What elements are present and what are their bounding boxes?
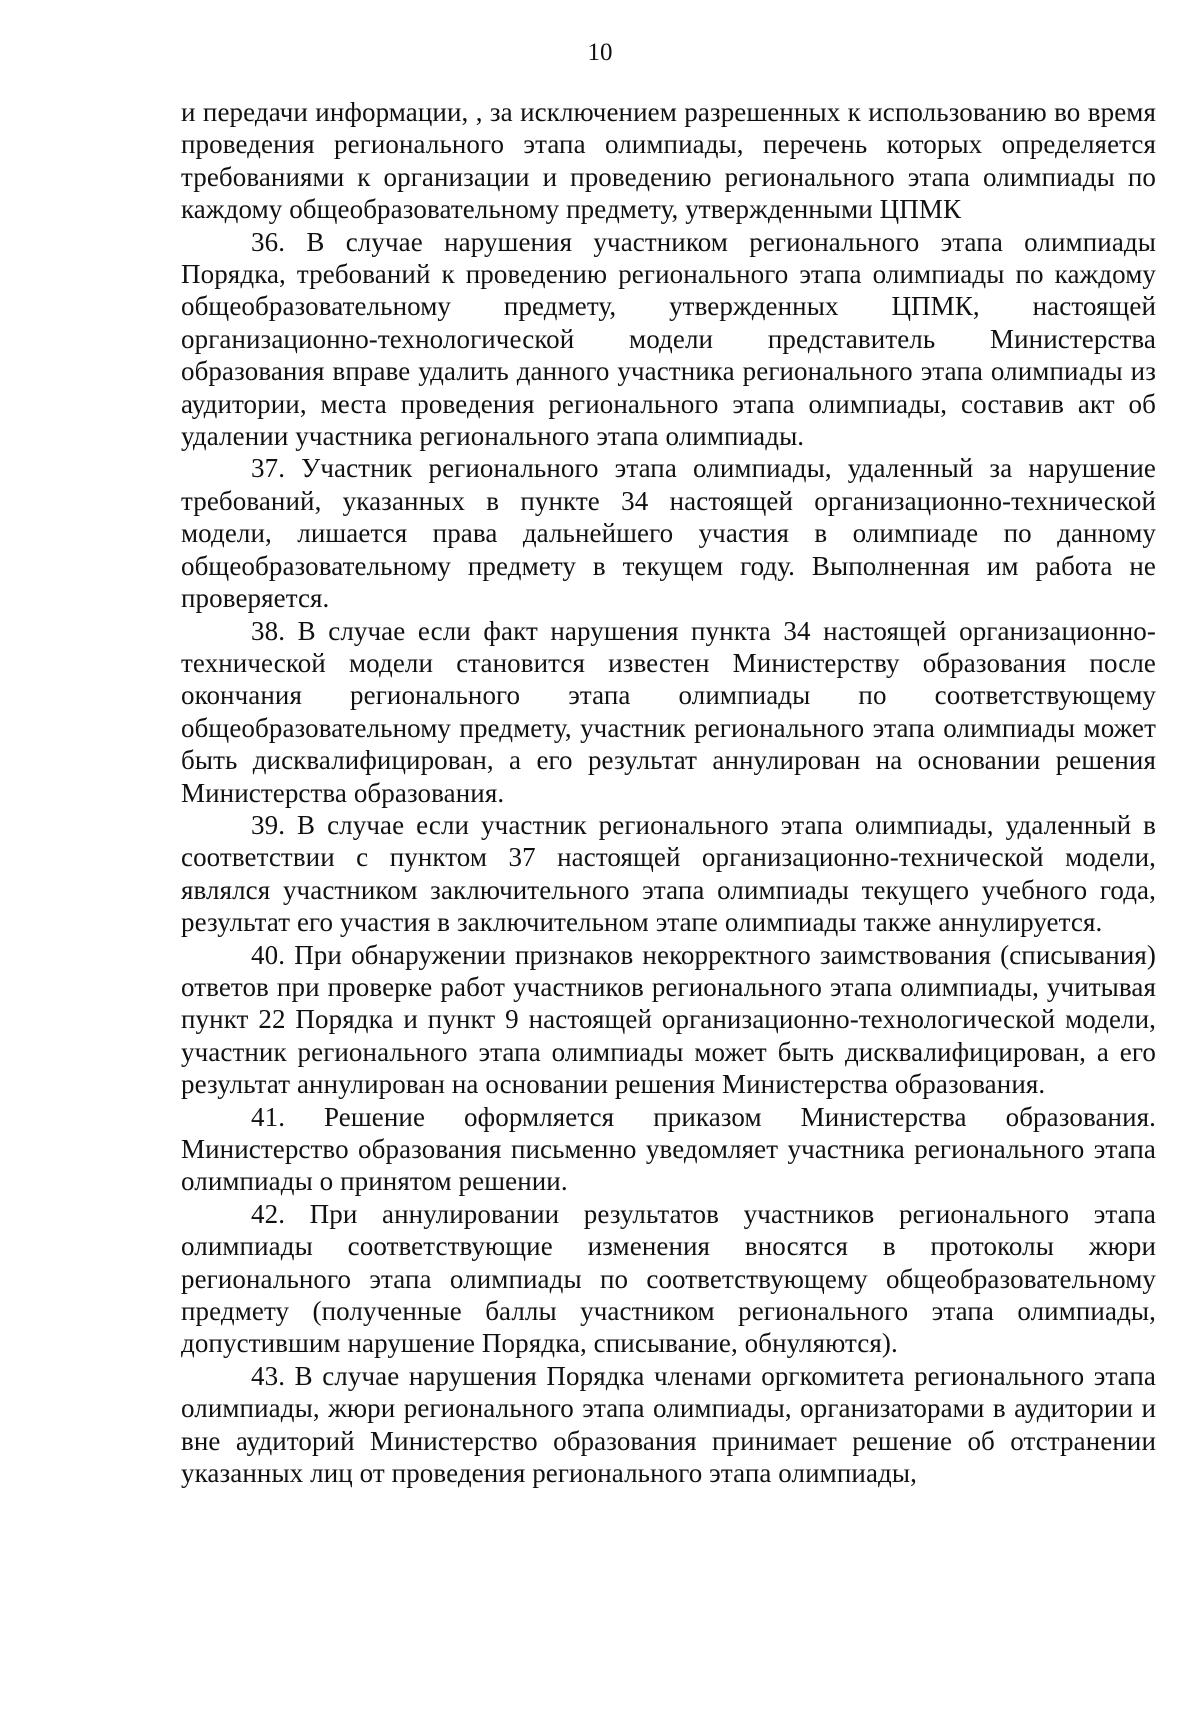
paragraph-36: 36. В случае нарушения участником регионального этапа олимпиады Порядка, требований к проведению регионального этапа олимпиады по каждому общеобразовательному предмету, утвержденных ЦПМК, настоящей организационно-технологической модели представитель Министерства образования вправе удалить данного участника регионального этапа олимпиады из аудитории, места проведения регионального этапа олимпиады, составив акт об удалении участника регионального этапа олимпиады. (181, 226, 1156, 452)
paragraph-43: 43. В случае нарушения Порядка членами оргкомитета регионального этапа олимпиады, жюри регионального этапа олимпиады, организаторами в аудитории и вне аудиторий Министерство образования принимает решение об отстранении указанных лиц от проведения регионального этапа олимпиады, (181, 1360, 1156, 1489)
paragraph-continuation: и передачи информации, , за исключением разрешенных к использованию во время проведения регионального этапа олимпиады, перечень которых определяется требованиями к организации и проведению регионального этапа олимпиады по каждому общеобразовательному предмету, утвержденными ЦПМК (181, 97, 1156, 225)
paragraph-37: 37. Участник регионального этапа олимпиады, удаленный за нарушение требований, указанных в пункте 34 настоящей организационно-технической модели, лишается права дальнейшего участия в олимпиаде по данному общеобразовательному предмету в текущем году. Выполненная им работа не проверяется. (181, 453, 1156, 614)
page-number: 10 (587, 39, 613, 66)
paragraph-39: 39. В случае если участник регионального этапа олимпиады, удаленный в соответствии с пунктом 37 настоящей организационно-технической модели, являлся участником заключительного этапа олимпиады текущего учебного года, результат его участия в заключительном этапе олимпиады также аннулируется. (181, 809, 1156, 938)
paragraph-42: 42. При аннулировании результатов участников регионального этапа олимпиады соответствующие изменения вносятся в протоколы жюри регионального этапа олимпиады по соответствующему общеобразовательному предмету (полученные баллы участником регионального этапа олимпиады, допустившим нарушение Порядка, списывание, обнуляются). (181, 1198, 1156, 1359)
document-body (181, 96, 1156, 1489)
paragraph-41: 41. Решение оформляется приказом Министерства образования. Министерство образования письменно уведомляет участника регионального этапа олимпиады о принятом решении. (181, 1101, 1156, 1197)
paragraph-40: 40. При обнаружении признаков некорректного заимствования (списывания) ответов при проверке работ участников регионального этапа олимпиады, учитывая пункт 22 Порядка и пункт 9 настоящей организационно-технологической модели, участник регионального этапа олимпиады может быть дисквалифицирован, а его результат аннулирован на основании решения Министерства образования. (181, 939, 1156, 1100)
paragraph-38: 38. В случае если факт нарушения пункта 34 настоящей организационно-технической модели становится известен Министерству образования после окончания регионального этапа олимпиады по соответствующему общеобразовательному предмету, участник регионального этапа олимпиады может быть дисквалифицирован, а его результат аннулирован на основании решения Министерства образования. (181, 615, 1156, 808)
